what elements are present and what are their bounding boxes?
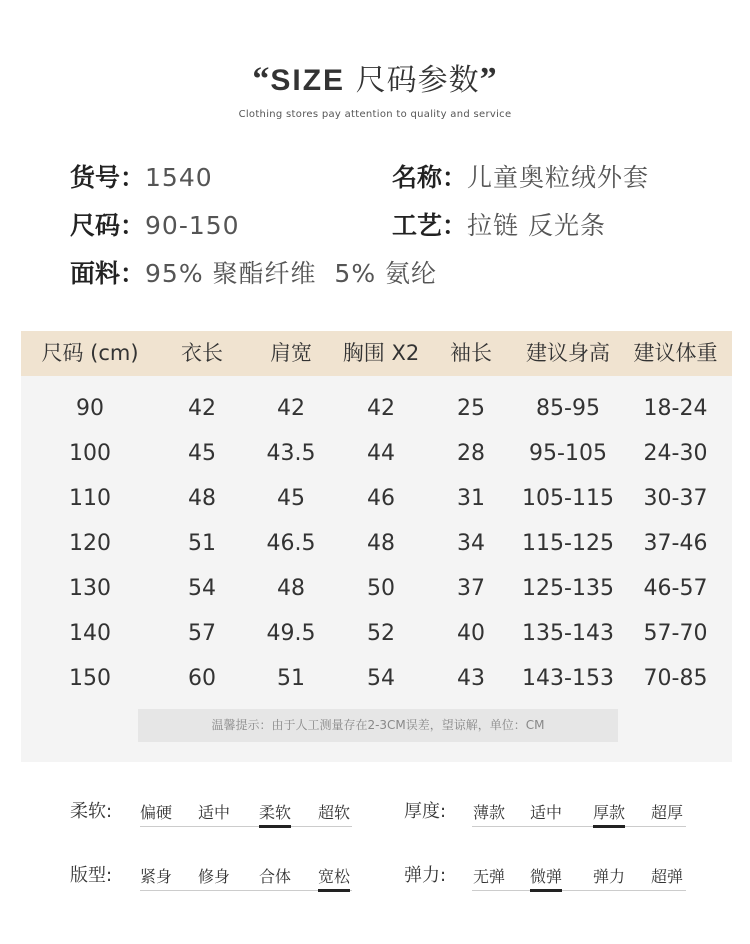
table-cell: 54 — [367, 666, 395, 691]
table-cell: 70-85 — [643, 666, 708, 691]
header-chest: 胸围 X2 — [342, 341, 420, 365]
scale-option: 超软 — [318, 803, 351, 822]
scale-divider — [472, 826, 686, 827]
quote-open: “ — [252, 61, 271, 98]
table-header — [21, 331, 732, 376]
table-cell: 48 — [367, 531, 395, 556]
table-cell: 31 — [457, 486, 485, 511]
size-range-value: 90-150 — [145, 211, 240, 240]
table-cell: 51 — [277, 666, 305, 691]
page-header — [0, 60, 750, 120]
header-sleeve: 袖长 — [450, 341, 492, 365]
table-cell: 105-115 — [522, 486, 614, 511]
fabric — [70, 254, 437, 294]
scale-label: 厚度: — [404, 801, 447, 822]
scale-label: 弹力: — [404, 865, 447, 886]
product-name — [392, 158, 649, 198]
table-row — [21, 656, 732, 701]
table-cell: 42 — [277, 396, 305, 421]
table-cell: 40 — [457, 621, 485, 646]
table-cell: 125-135 — [522, 576, 614, 601]
table-cell: 45 — [277, 486, 305, 511]
table-body — [21, 376, 732, 701]
item-number-key: 货号： — [70, 163, 146, 192]
table-cell: 115-125 — [522, 531, 614, 556]
scale-label: 柔软: — [70, 801, 113, 822]
table-cell: 28 — [457, 441, 485, 466]
table-cell: 140 — [69, 621, 111, 646]
table-cell: 37 — [457, 576, 485, 601]
scale-thickness — [404, 790, 688, 840]
scale-option: 适中 — [530, 803, 563, 822]
scale-fit — [70, 854, 352, 904]
product-name-key: 名称： — [392, 163, 468, 192]
quote-close: ” — [479, 61, 498, 98]
table-row — [21, 431, 732, 476]
product-info — [70, 158, 710, 302]
table-cell: 54 — [188, 576, 216, 601]
table-cell: 57-70 — [643, 621, 708, 646]
table-cell: 52 — [367, 621, 395, 646]
table-cell: 51 — [188, 531, 216, 556]
table-cell: 48 — [188, 486, 216, 511]
scale-label: 版型: — [70, 865, 113, 886]
item-number — [70, 158, 213, 198]
scale-option: 薄款 — [473, 803, 506, 822]
title-en: SIZE — [270, 64, 346, 97]
scale-option-selected: 柔软 — [259, 800, 291, 823]
table-row — [21, 566, 732, 611]
scale-divider — [472, 890, 686, 891]
header-weight: 建议体重 — [633, 341, 718, 365]
scale-divider — [140, 826, 352, 827]
table-cell: 25 — [457, 396, 485, 421]
scale-option: 适中 — [198, 803, 231, 822]
scale-option: 弹力 — [593, 867, 626, 886]
scale-option: 无弹 — [473, 867, 506, 886]
table-cell: 18-24 — [643, 396, 708, 421]
title-cn: 尺码参数 — [355, 63, 480, 98]
table-cell: 60 — [188, 666, 216, 691]
table-row — [21, 611, 732, 656]
craft-key: 工艺： — [392, 211, 468, 240]
table-cell: 34 — [457, 531, 485, 556]
scale-softness — [70, 790, 352, 840]
scale-option-selected: 微弹 — [530, 864, 562, 887]
page-title — [0, 60, 750, 101]
table-row — [21, 386, 732, 431]
table-cell: 143-153 — [522, 666, 614, 691]
table-cell: 30-37 — [643, 486, 708, 511]
table-cell: 130 — [69, 576, 111, 601]
scale-option: 偏硬 — [140, 803, 173, 822]
table-cell: 49.5 — [266, 621, 316, 646]
header-length: 衣长 — [181, 341, 223, 365]
scale-elasticity — [404, 854, 688, 904]
table-cell: 43 — [457, 666, 485, 691]
fabric-key: 面料： — [70, 259, 146, 288]
header-size: 尺码 (cm) — [41, 341, 139, 365]
size-table — [21, 331, 732, 762]
table-cell: 48 — [277, 576, 305, 601]
table-cell: 45 — [188, 441, 216, 466]
craft-value: 拉链 反光条 — [467, 211, 606, 240]
measurement-note: 温馨提示：由于人工测量存在2-3CM误差，望谅解，单位：CM — [138, 709, 618, 742]
size-range-key: 尺码： — [70, 211, 146, 240]
table-cell: 46.5 — [266, 531, 316, 556]
table-cell: 50 — [367, 576, 395, 601]
info-row — [70, 254, 710, 302]
header-height: 建议身高 — [526, 341, 610, 365]
scale-option-selected: 厚款 — [593, 800, 625, 823]
table-cell: 42 — [188, 396, 216, 421]
fabric-value: 95% 聚酯纤维 5% 氨纶 — [145, 259, 438, 288]
table-cell: 24-30 — [643, 441, 708, 466]
info-row — [70, 206, 710, 254]
table-row — [21, 476, 732, 521]
scale-option: 超弹 — [651, 867, 684, 886]
table-cell: 85-95 — [536, 396, 600, 421]
table-cell: 135-143 — [522, 621, 614, 646]
table-cell: 43.5 — [266, 441, 316, 466]
table-cell: 90 — [76, 396, 104, 421]
scale-option: 紧身 — [140, 867, 173, 886]
page-subtitle: Clothing stores pay attention to quality and service — [238, 109, 512, 120]
table-cell: 150 — [69, 666, 111, 691]
table-cell: 100 — [69, 441, 111, 466]
table-cell: 95-105 — [529, 441, 607, 466]
table-cell: 42 — [367, 396, 395, 421]
table-cell: 110 — [69, 486, 111, 511]
scale-option-selected: 宽松 — [318, 864, 350, 887]
table-cell: 46-57 — [643, 576, 708, 601]
table-cell: 46 — [367, 486, 395, 511]
scale-option: 超厚 — [651, 803, 684, 822]
craft — [392, 206, 606, 246]
product-name-value: 儿童奥粒绒外套 — [467, 163, 650, 192]
table-row — [21, 521, 732, 566]
table-cell: 44 — [367, 441, 395, 466]
item-number-value: 1540 — [145, 163, 213, 192]
size-range — [70, 206, 240, 246]
header-shoulder: 肩宽 — [270, 341, 312, 365]
table-cell: 57 — [188, 621, 216, 646]
scale-option: 合体 — [259, 867, 292, 886]
info-row — [70, 158, 710, 206]
scale-option: 修身 — [198, 867, 231, 886]
table-cell: 37-46 — [643, 531, 708, 556]
table-cell: 120 — [69, 531, 111, 556]
